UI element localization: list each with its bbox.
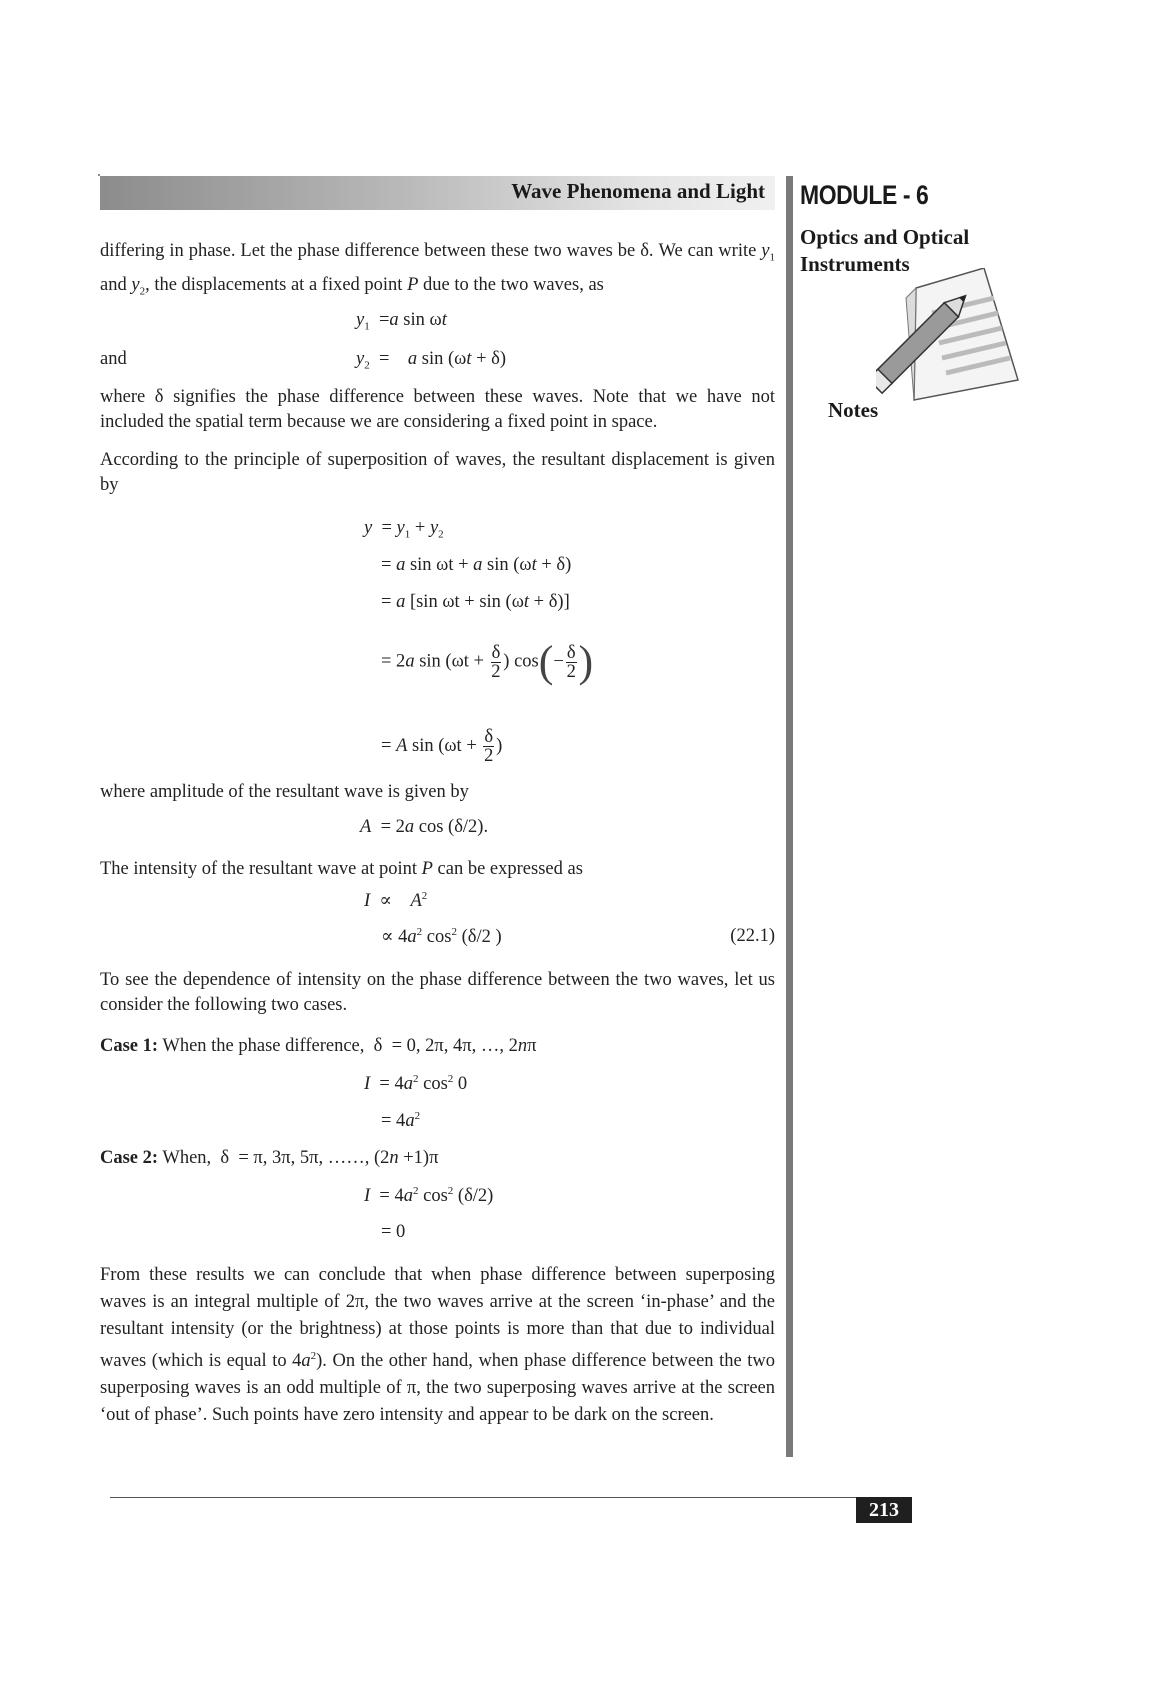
paragraph-intensity: The intensity of the resultant wave at point P can be expressed as: [100, 859, 583, 879]
running-header-title: Wave Phenomena and Light: [511, 179, 765, 203]
equation-amplitude: A = 2a cos (δ/2).: [360, 817, 489, 837]
module-subtitle-line1: Optics and Optical: [800, 225, 970, 249]
text-span: ). On the other hand, when phase difference between the two superposing waves is an odd multiple of π, the two superposing waves arrive at the screen ‘out of phase’. Such points have zero intensity and appear to be dark on the screen.: [100, 1351, 775, 1426]
equation-sum: $y = y_1 + y_2$: [364, 518, 444, 541]
equation-case2-2: = 0: [381, 1222, 406, 1242]
text-span: The intensity of the resultant wave at point: [100, 859, 422, 879]
equation-y2: $y_2$ = a sin (ωt + δ): [356, 349, 507, 372]
equation-y1: $y_1 =a$ sin ωt: [356, 310, 447, 333]
equation-intensity-2: ∝ $4a^2$ $\cos^2 (\delta/2$ ): [381, 926, 502, 948]
equation-number: (22.1): [730, 926, 775, 946]
footer-rule: [110, 1497, 910, 1498]
case2-label: Case 2:: [100, 1148, 159, 1168]
paragraph-amplitude: where amplitude of the resultant wave is given by: [100, 782, 469, 802]
case1-line: Case 1: When the phase difference, δ = 0, 2π, 4π, …, 2nπ: [100, 1036, 537, 1056]
text-span: due to the two waves, as: [418, 274, 604, 295]
case2-line: Case 2: When, δ = π, 3π, 5π, ……, (2n +1)π: [100, 1148, 439, 1168]
text-span: can be expressed as: [432, 859, 583, 879]
margin-divider: [786, 176, 793, 1457]
paragraph-conclusion: From these results we can conclude that when phase difference between superposing waves is an integral multiple of 2π, the two waves arrive at the screen ‘in-phase’ and the resultant intensity (or the brightness) at those points is more than that due to individual waves (which is equal to $4a^2$). On the other hand, when phase difference between the two superposing waves is an odd multiple of π, the two superposing waves arrive at the screen ‘out of phase’. Such points have zero intensity and appear to be dark on the screen.: [100, 1265, 775, 1426]
case2-text: When,: [158, 1148, 212, 1168]
text-span: differing in phase. Let the phase difference between these two waves be δ. We can write: [100, 241, 762, 261]
equation-step-4: = A sin (ωt + $\frac{\delta}{2}$ ): [381, 727, 503, 766]
text-span: From these results we can conclude that when phase difference between superposing waves is an integral multiple of 2π, the two waves arrive at the screen ‘in-phase’ and the resultant intensity (or the brightness) at those points is more than that due to individual waves (which is equal to 4: [100, 1265, 775, 1372]
text-span: , the displacements at a fixed point: [145, 274, 408, 295]
equation-case2-1: $I = 4a^2$ $\cos^2 (\delta/2)$: [364, 1185, 494, 1207]
module-label: MODULE - 6: [800, 180, 929, 210]
case1-label: Case 1:: [100, 1036, 159, 1056]
paragraph-intro: differing in phase. Let the phase difference between these two waves be δ. We can write $y_1$ and $y_2$, the displacements at a fixed point P due to the two waves, as: [100, 241, 775, 298]
module-subtitle-line2: Instruments: [800, 252, 910, 276]
equation-step-2: = a [sin ωt + sin (ωt + δ)]: [381, 592, 570, 612]
and-label: and: [100, 349, 127, 369]
equation-intensity-1: I ∝ $A^2$: [364, 890, 428, 912]
equation-step-3: = 2a sin (ωt + $\frac{\delta}{2}$ ) cos(− $\frac{\delta}{2}$ ): [381, 637, 594, 686]
paragraph-superposition: According to the principle of superposition of waves, the resultant displacement is given by: [100, 450, 775, 495]
page-number: 213: [856, 1497, 912, 1523]
text-span: and: [100, 274, 132, 295]
equation-step-1: = a sin ωt + a sin (ωt + δ): [381, 555, 572, 575]
notes-label: Notes: [828, 398, 879, 422]
equation-case1-1: $I = 4a^2$ $\cos^2 0$: [364, 1073, 468, 1095]
case1-text: When the phase difference,: [158, 1036, 365, 1056]
notes-pencil-icon: [876, 268, 1026, 418]
paragraph-phase-note: where δ signifies the phase difference between these waves. Note that we have not included the spatial term because we are considering a fixed point in space.: [100, 387, 775, 432]
equation-case1-2: = $4a^2$: [381, 1110, 421, 1132]
paragraph-cases-intro: To see the dependence of intensity on the phase difference between the two waves, let us consider the following two cases.: [100, 970, 775, 1015]
